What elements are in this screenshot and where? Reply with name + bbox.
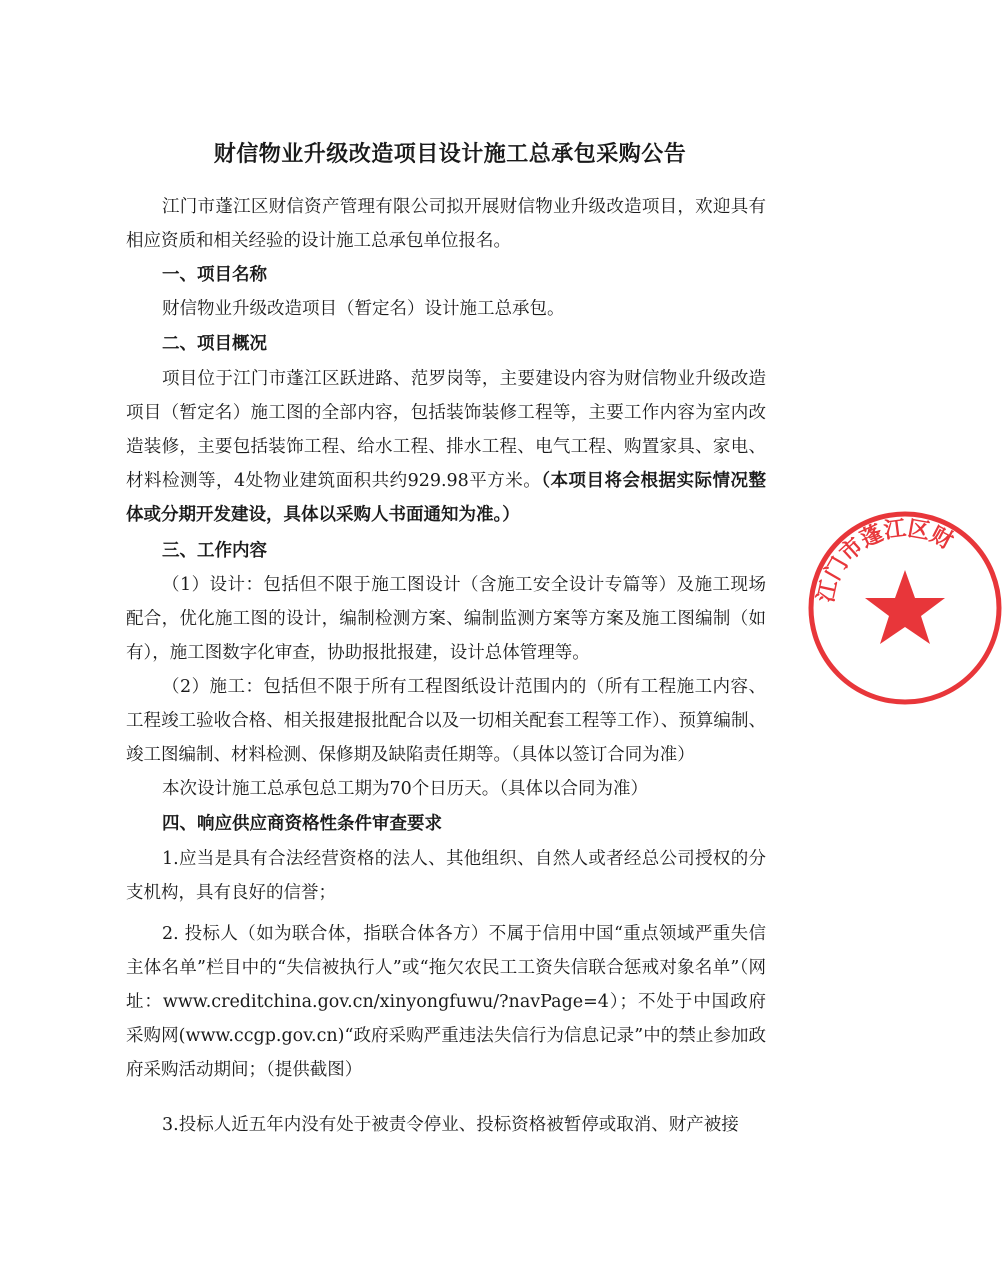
section-2-heading: 二、项目概况: [162, 334, 267, 354]
section-1-text: 财信物业升级改造项目（暂定名）设计施工总承包。: [162, 299, 565, 319]
section-2-bold-note: （本项目将会根据实际情况整体或分期开发建设，具体以采购人书面通知为准。）: [126, 471, 767, 525]
section-2-paragraph: [126, 362, 766, 532]
section-3-period: 本次设计施工总承包总工期为70个日历天。（具体以合同为准）: [162, 779, 649, 799]
seal-star-icon: [865, 570, 945, 644]
section-2-text: 项目位于江门市蓬江区跃进路、范罗岗等，主要建设内容为财信物业升级改造项目（暂定名）施工图的全部内容，包括装饰装修工程等，主要工作内容为室内改造装修，主要包括装饰工程、给水工程、排水工程、电气工程、购置家具、家电、材料检测等，4处物业建筑面积共约929.98平方米。: [126, 369, 766, 491]
company-seal: [805, 508, 1005, 708]
document-title: 财信物业升级改造项目设计施工总承包采购公告: [213, 142, 687, 167]
section-3-item-1: （1）设计：包括但不限于施工图设计（含施工安全设计专篇等）及施工现场配合，优化施工图的设计，编制检测方案、编制监测方案等方案及施工图编制（如有），施工图数字化审查，协助报批报建，设计总体管理等。: [126, 575, 766, 663]
section-4-item-1: 1.应当是具有合法经营资格的法人、其他组织、自然人或者经总公司授权的分支机构，具有良好的信誉；: [126, 849, 766, 903]
section-1-heading: 一、项目名称: [162, 265, 267, 285]
section-3-heading: 三、工作内容: [162, 541, 267, 561]
section-3-item-2: （2）施工：包括但不限于所有工程图纸设计范围内的（所有工程施工内容、工程竣工验收合格、相关报建报批配合以及一切相关配套工程等工作）、预算编制、竣工图编制、材料检测、保修期及缺陷责任期等。（具体以签订合同为准）: [126, 677, 766, 765]
section-4-heading: 四、响应供应商资格性条件审查要求: [162, 814, 442, 834]
seal-text-path: 江门市蓬江区财: [813, 516, 957, 605]
seal-text: [814, 516, 958, 604]
section-4-item-2: 2. 投标人（如为联合体，指联合体各方）不属于信用中国“重点领域严重失信主体名单”栏目中的“失信被执行人”或“拖欠农民工工资失信联合惩戒对象名单”（网址：www.creditchina.gov.cn/xinyongfuwu/?navPage=4）；不处于中国政府采购网(www.ccgp.gov.cn)“政府采购严重违法失信行为信息记录”中的禁止参加政府采购活动期间；（提供截图）: [126, 924, 766, 1080]
intro-paragraph: 江门市蓬江区财信资产管理有限公司拟开展财信物业升级改造项目，欢迎具有相应资质和相关经验的设计施工总承包单位报名。: [126, 197, 766, 251]
section-4-item-3: 3.投标人近五年内没有处于被责令停业、投标资格被暂停或取消、财产被接: [162, 1115, 739, 1135]
